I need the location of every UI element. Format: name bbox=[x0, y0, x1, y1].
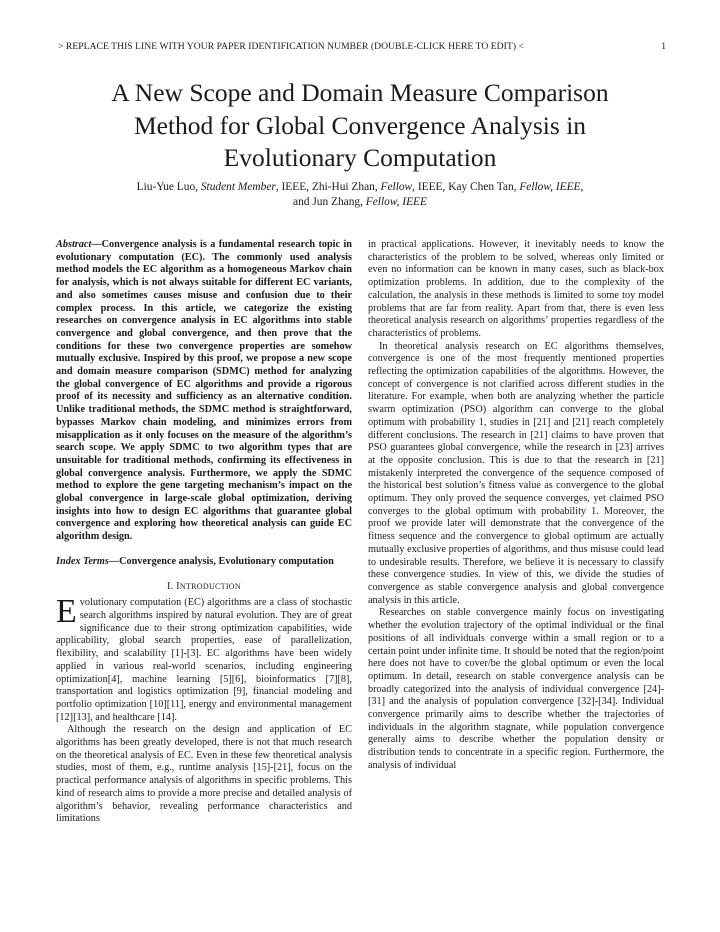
title-line-3: Evolutionary Computation bbox=[223, 143, 497, 172]
body-paragraph: Researches on stable convergence mainly focus on investigating whether the evolution trajectory of the optimal individual or the final positions of all individuals converge within a small region or to a certain point under infinite time. It should be noted that the region/point here does not have to cover/be the global optimum or even the local optimum. In detail, research on stable convergence analysis can be broadly categorized into the analysis of individual convergence [24]-[31] and the analysis of population convergence [32]-[34]. Individual convergence primarily aims to describe whether the trajectories of individuals in the algorithm stagnate, while population convergence generally aims to describe whether the population density or distribution tends to concentrate in a specific region. Furthermore, the analysis of individual bbox=[368, 607, 664, 771]
author-name: , IEEE, Zhi-Hui Zhan, bbox=[275, 181, 381, 193]
abstract-text: Convergence analysis is a fundamental research topic in evolutionary computation (EC). The commonly used analysis method models the EC algorithm as a homogeneous Markov chain for analysis, which is not always suitable for different EC variants, and also sometimes causes misuse and confusion due to their complex process. In this article, we categorize the existing researches on convergence analysis in EC algorithms into stable convergence and global convergence, and then prove that the conditions for these two convergence properties are somehow mutually exclusive. Inspired by this proof, we propose a new scope and domain measure comparison (SDMC) method for analyzing the global convergence of EC algorithms and provide a rigorous proof of its necessity and sufficiency as an alternative condition. Unlike traditional methods, the SDMC method is straightforward, bypasses Markov chain modeling, and minimizes errors from misapplication as it only focuses on the measure of the algorithm’s search scope. We apply SDMC to two algorithm types that are unsuitable for traditional methods, confirming its effectiveness in global convergence analysis. Furthermore, we apply the SDMC method to explore the gene targeting mechanism’s impact on the global convergence in large-scale global optimization, deriving insights into how to design EC algorithms that guarantee global convergence and exploring how theoretical analysis can guide EC algorithm design. bbox=[56, 239, 352, 543]
author-name: Liu-Yue Luo, bbox=[136, 181, 201, 193]
index-terms-dash: — bbox=[108, 555, 120, 567]
author-line-1 bbox=[40, 180, 680, 195]
author-list bbox=[40, 180, 680, 209]
body-paragraph: In theoretical analysis research on EC algorithms themselves, convergence is one of the most frequently mentioned properties reflecting the optimization capabilities of the algorithms. However, the concept of convergence is not clarified across different studies in the literature. For example, when both are analyzing whether the particle swarm optimization (PSO) algorithm can converge to the global optimum with probability 1, studies in [21] and [21] reach completely different conclusions. The research in [21] claims to have proven that PSO guarantees global convergence, while the research in [23] arrives at the opposite conclusion. This is due to that the research in [21] mistakenly interpreted the convergence of the sequence composed of the historical best solution’s fitness value as convergence to the global optimum. They only proved the sequence converges, yet claimed PSO converges to the global optimum with probability 1. Moreover, the proof we provide later will demonstrate that the convergence of the fitness sequence and the convergence to global optimum are actually mutually exclusive properties of algorithms, and thus misuse could lead to undesirable results. Therefore, we believe it is necessary to classify these convergence studies. In view of this, we divide the studies of convergence as stable convergence analysis and global convergence analysis in this article. bbox=[368, 340, 664, 606]
paper-title bbox=[40, 77, 680, 175]
body-paragraph: in practical applications. However, it inevitably needs to know the characteristics of the problem to be solved, whereas only limited or even no information can be known in many cases, such as black-box optimization problems. In addition, due to the complexity of the calculation, the analysis in these methods is limited to some toy model problems that are far from reality. Apart from that, there is even less theoretical analysis research on algorithms’ properties regardless of the characteristics of problems. bbox=[368, 239, 664, 339]
body-paragraph: Evolutionary computation (EC) algorithms are a class of stochastic search algorithms inspired by natural evolution. They are of great significance due to their strong optimization capabilities, wide applicability, global search properties, ease of parallelization, flexibility, and scalability [1]-[3]. EC algorithms have been widely applied in various real-world scenarios, including engineering optimization[4], machine learning [5][6], bioinformatics [7][8], transportation and logistics optimization [9], financial modeling and portfolio optimization [10][11], energy and environmental management [12][13], and healthcare [14]. bbox=[56, 593, 352, 723]
section-heading-introduction: I. INTRODUCTION bbox=[167, 580, 241, 592]
author-separator: , bbox=[580, 181, 584, 193]
body-paragraph: Although the research on the design and application of EC algorithms has been greatly developed, there is not that much research on the theoretical analysis of EC. Even in these few theoretical analysis studies, most of them, e.g., runtime analysis [15]-[21], focus on the practical performance analysis of algorithms in specific problems. This kind of research aims to provide a more precise and detailed analysis of algorithm’s behavior, revealing performance characteristics and limitations bbox=[56, 724, 352, 825]
author-role: Fellow, IEEE bbox=[519, 181, 581, 193]
index-terms bbox=[56, 556, 352, 569]
abstract-label: Abstract bbox=[56, 239, 92, 250]
index-terms-label: Index Terms bbox=[56, 555, 109, 567]
author-role: Student Member bbox=[200, 181, 276, 193]
title-line-1: A New Scope and Domain Measure Comparison bbox=[111, 78, 609, 107]
author-name: and Jun Zhang, bbox=[293, 195, 366, 208]
left-column bbox=[56, 239, 352, 826]
page-number: 1 bbox=[661, 41, 666, 52]
author-line-2 bbox=[40, 195, 680, 210]
index-terms-text: Convergence analysis, Evolutionary computation bbox=[119, 555, 334, 567]
abstract-dash: — bbox=[91, 239, 102, 250]
author-role: Fellow bbox=[380, 181, 413, 193]
abstract bbox=[56, 239, 352, 544]
right-column bbox=[368, 239, 664, 773]
title-line-2: Method for Global Convergence Analysis in bbox=[133, 110, 587, 140]
author-role: Fellow, IEEE bbox=[365, 195, 427, 208]
drop-cap: E bbox=[56, 593, 77, 631]
paper-id-header: > REPLACE THIS LINE WITH YOUR PAPER IDENTIFICATION NUMBER (DOUBLE-CLICK HERE TO EDIT) < bbox=[58, 41, 524, 52]
author-name: , IEEE, Kay Chen Tan, bbox=[412, 181, 520, 193]
